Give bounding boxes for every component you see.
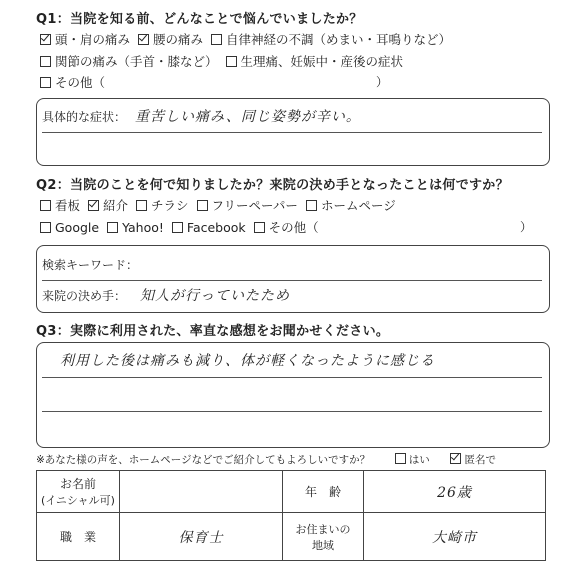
q2-row2-label-2: Facebook	[186, 220, 246, 235]
q1-row1-option-1[interactable]	[138, 30, 207, 48]
q2-row1-option-0[interactable]	[40, 196, 84, 214]
q2-row2-option-2[interactable]	[172, 220, 250, 235]
q2-row1-option-2[interactable]	[136, 196, 193, 214]
job-value-cell[interactable]	[120, 513, 283, 561]
consent-question-text: ※あなた様の声を、ホームページなどでご紹介してもよろしいですか？	[36, 454, 371, 466]
respondent-info-table	[36, 470, 546, 561]
name-label: お名前	[59, 477, 96, 491]
q2-row2-option-1[interactable]	[107, 220, 168, 235]
address-label-cell	[283, 513, 364, 561]
q2-row1-label-1: 紹介	[103, 198, 129, 213]
q1-row1-checkbox-1[interactable]	[138, 34, 149, 45]
q1-row2-checkbox-1[interactable]	[226, 56, 237, 67]
consent-question	[36, 452, 496, 467]
q1-options-row2	[40, 52, 411, 70]
age-label-cell	[283, 471, 364, 513]
q1-other-checkbox[interactable]	[40, 77, 51, 88]
q2-row1-option-1[interactable]	[88, 196, 132, 214]
q1-row1-option-0[interactable]	[40, 30, 134, 48]
q1-row1-label-2: 自律神経の不調（めまい・耳鳴りなど）	[226, 32, 452, 47]
q1-symptom-label: 具体的な症状：	[42, 110, 127, 124]
q2-row1-label-3: フリーペーパー	[211, 198, 298, 213]
age-value-cell[interactable]	[364, 471, 546, 513]
q1-row1-checkbox-2[interactable]	[211, 34, 222, 45]
q1-symptom-text[interactable]: 重苦しい痛み、同じ姿勢が辛い。	[135, 109, 361, 125]
consent-anon-label: 匿名で	[464, 454, 496, 466]
age-value: 26歳	[437, 484, 472, 501]
q1-other-close: ）	[376, 75, 389, 89]
q1-symptom-line	[42, 132, 542, 133]
q2-row1-checkbox-0[interactable]	[40, 200, 51, 211]
q1-other-row	[40, 73, 109, 91]
consent-anon-checkbox[interactable]	[450, 453, 461, 464]
q1-row1-label-1: 腰の痛み	[153, 32, 204, 47]
q2-row1-checkbox-3[interactable]	[197, 200, 208, 211]
q3-answer-text[interactable]: 利用した後は痛みも減り、体が軽くなったように感じる	[60, 353, 435, 369]
job-label-cell	[37, 513, 120, 561]
q2-reason-text[interactable]: 知人が行っていたため	[140, 288, 290, 304]
age-label: 年 齢	[304, 485, 341, 499]
q2-row2-label-3: その他（	[268, 220, 319, 235]
q2-row1-checkbox-1[interactable]	[88, 200, 99, 211]
address-label-sub: 地域	[312, 538, 334, 552]
q2-title: Q2：当院のことを何で知りましたか？来院の決め手となったことは何ですか？	[36, 178, 509, 193]
q2-row2-checkbox-0[interactable]	[40, 222, 51, 233]
q2-row1-label-4: ホームページ	[320, 198, 396, 213]
q1-row2-option-0[interactable]	[40, 52, 222, 70]
q1-row2-checkbox-0[interactable]	[40, 56, 51, 67]
q1-row1-checkbox-0[interactable]	[40, 34, 51, 45]
q2-row1-label-2: チラシ	[151, 198, 189, 213]
q2-row2-label-1: Yahoo!	[122, 220, 164, 235]
q2-row1-option-3[interactable]	[197, 196, 302, 214]
consent-yes-checkbox[interactable]	[395, 453, 406, 464]
q2-other-close: ）	[520, 220, 533, 234]
address-value: 大崎市	[432, 529, 477, 546]
name-label-cell	[37, 471, 120, 513]
q1-options-row1	[40, 30, 459, 48]
q3-line-2	[42, 411, 542, 412]
q2-reason-label: 来院の決め手：	[42, 289, 127, 303]
q3-line-1	[42, 377, 542, 378]
q1-row2-label-1: 生理痛、妊娠中・産後の症状	[240, 54, 404, 69]
q2-row2-option-3[interactable]	[254, 218, 323, 236]
q2-options-row2	[40, 218, 327, 236]
q1-row2-option-1[interactable]	[226, 52, 408, 70]
job-label: 職 業	[59, 530, 96, 544]
consent-yes-label: はい	[408, 454, 430, 466]
address-label: お住まいの	[295, 522, 351, 536]
q1-row1-option-2[interactable]	[211, 30, 455, 48]
q1-row2-label-0: 関節の痛み（手首・膝など）	[55, 54, 218, 69]
q2-row1-label-0: 看板	[55, 198, 81, 213]
address-value-cell[interactable]	[364, 513, 546, 561]
q2-row1-checkbox-2[interactable]	[136, 200, 147, 211]
q1-other-label: その他（	[55, 75, 106, 90]
q2-row2-checkbox-1[interactable]	[107, 222, 118, 233]
q2-row2-option-0[interactable]	[40, 220, 103, 235]
q2-keyword-label: 検索キーワード：	[42, 258, 139, 272]
q2-row2-checkbox-3[interactable]	[254, 222, 265, 233]
q2-options-row1	[40, 196, 404, 214]
q2-row2-checkbox-2[interactable]	[172, 222, 183, 233]
q2-row1-option-4[interactable]	[306, 196, 400, 214]
name-label-sub: (イニシャル可)	[41, 494, 115, 507]
q3-title: Q3：実際に利用された、率直な感想をお聞かせください。	[36, 324, 390, 339]
q2-row2-label-0: Google	[55, 220, 100, 235]
q2-keyword-line	[42, 280, 542, 281]
job-value: 保育士	[178, 529, 224, 546]
q1-title: Q1：当院を知る前、どんなことで悩んでいましたか？	[36, 12, 363, 27]
name-value-cell[interactable]	[120, 471, 283, 513]
q2-row1-checkbox-4[interactable]	[306, 200, 317, 211]
q1-row1-label-0: 頭・肩の痛み	[55, 32, 131, 47]
